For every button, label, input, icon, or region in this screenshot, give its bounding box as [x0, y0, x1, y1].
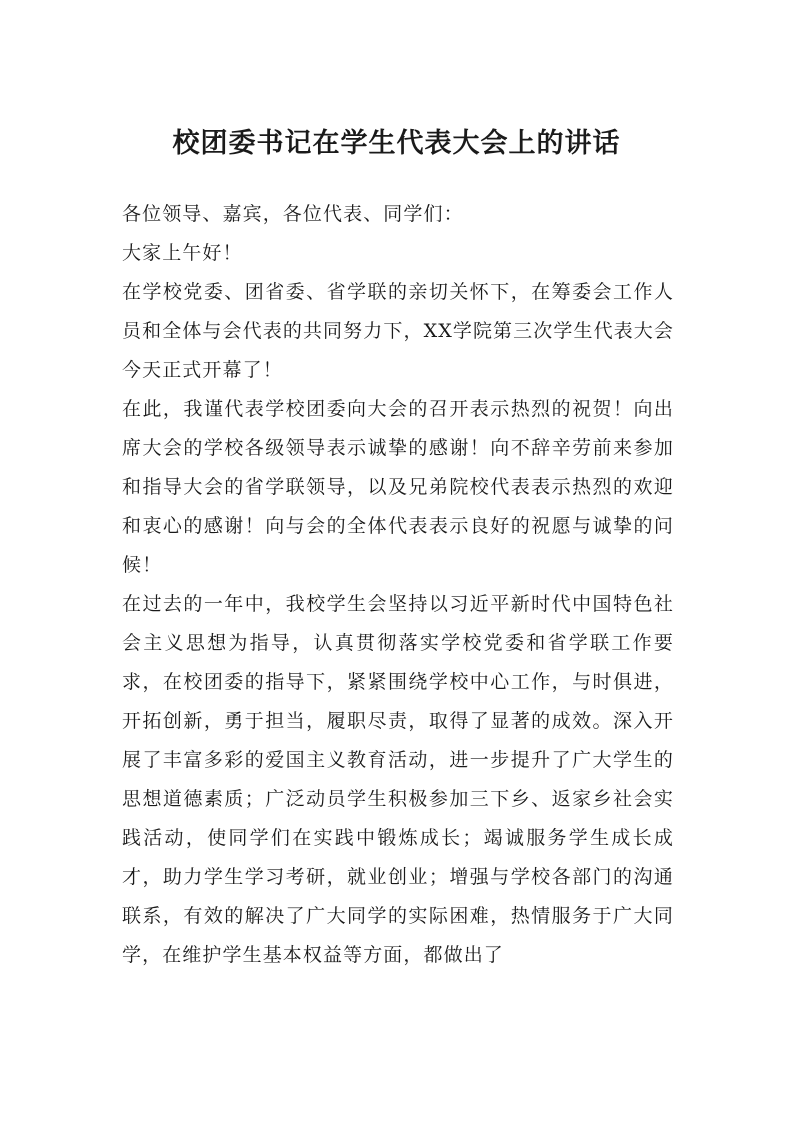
opening-paragraph: 在学校党委、团省委、省学联的亲切关怀下，在筹委会工作人员和全体与会代表的共同努力下，XX学院第三次学生代表大会今天正式开幕了！: [122, 281, 674, 381]
greeting-paragraph: 大家上午好！: [122, 242, 243, 264]
document-title: 校团委书记在学生代表大会上的讲话: [172, 128, 621, 159]
congratulations-paragraph: 在此，我谨代表学校团委向大会的召开表示热烈的祝贺！向出席大会的学校各级领导表示诚挚的感谢！向不辞辛劳前来参加和指导大会的省学联领导，以及兄弟院校代表表示热烈的欢迎和衷心的感谢！向与会的全体代表表示良好的祝愿与诚挚的问候！: [122, 398, 674, 576]
salutation-paragraph: 各位领导、嘉宾，各位代表、同学们：: [122, 203, 464, 225]
review-paragraph: 在过去的一年中，我校学生会坚持以习近平新时代中国特色社会主义思想为指导，认真贯彻落实学校党委和省学联工作要求，在校团委的指导下，紧紧围绕学校中心工作，与时俱进，开拓创新，勇于担当，履职尽责，取得了显著的成效。深入开展了丰富多彩的爱国主义教育活动，进一步提升了广大学生的思想道德素质；广泛动员学生积极参加三下乡、返家乡社会实践活动，使同学们在实践中锻炼成长；竭诚服务学生成长成才，助力学生学习考研，就业创业；增强与学校各部门的沟通联系，有效的解决了广大同学的实际困难，热情服务于广大同学，在维护学生基本权益等方面，都做出了: [122, 593, 674, 966]
document-body: [122, 195, 674, 975]
